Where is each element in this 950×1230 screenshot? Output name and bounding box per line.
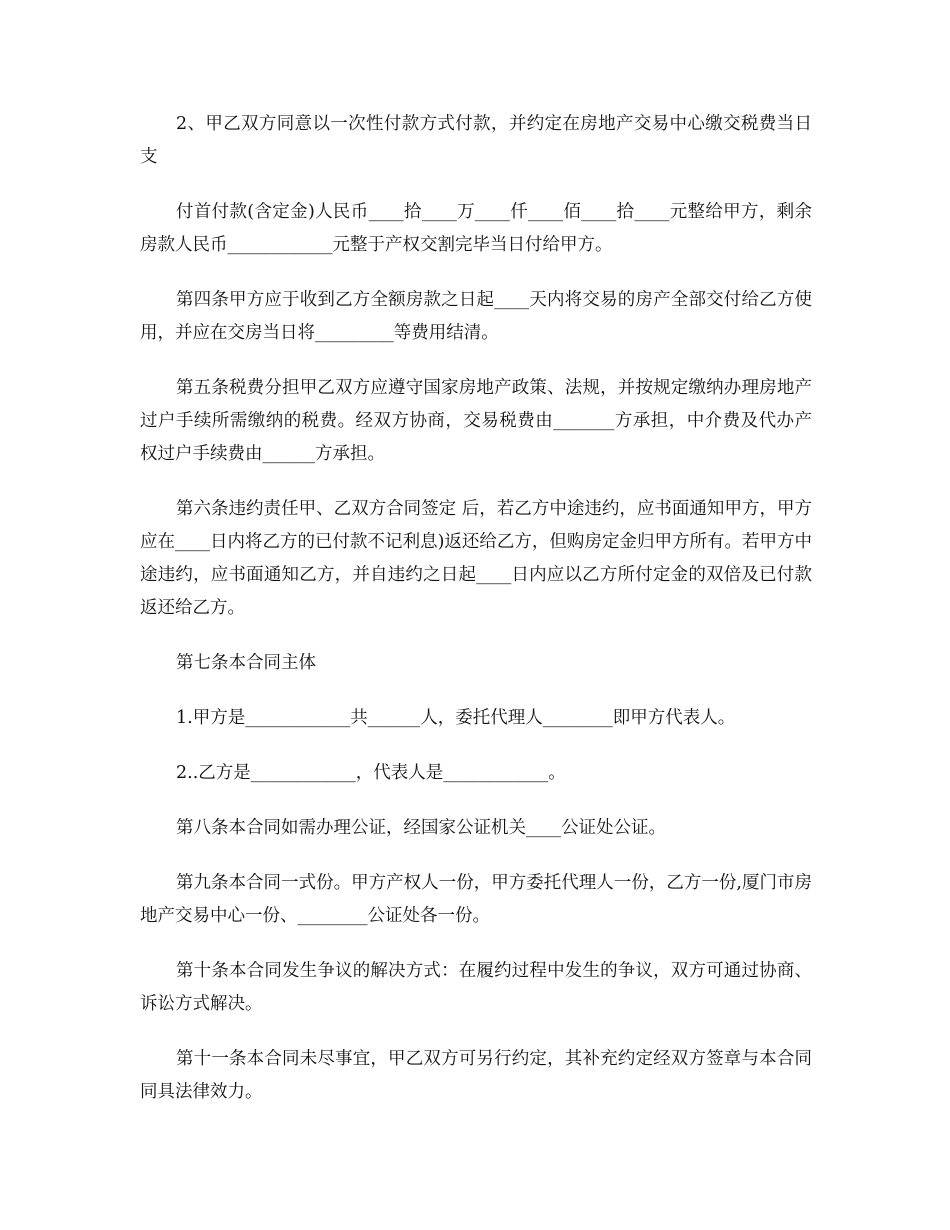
document-body bbox=[140, 108, 812, 1109]
paragraph-article-10: 第十条本合同发生争议的解决方式：在履约过程中发生的争议，双方可通过协商、诉讼方式解决。 bbox=[140, 961, 812, 1014]
paragraph-article-4: 第四条甲方应于收到乙方全额房款之日起____天内将交易的房产全部交付给乙方使用，并应在交房当日将_________等费用结清。 bbox=[140, 290, 812, 343]
paragraph-party-b: 2..乙方是____________，代表人是____________。 bbox=[176, 763, 566, 783]
paragraph-party-a: 1.甲方是____________共______人，委托代理人________即甲方代表人。 bbox=[176, 708, 736, 728]
paragraph-article-5: 第五条税费分担甲乙双方应遵守国家房地产政策、法规，并按规定缴纳办理房地产过户手续所需缴纳的税费。经双方协商，交易税费由_______方承担，中介费及代办产权过户手续费由______方承担。 bbox=[140, 378, 812, 464]
paragraph-article-8: 第八条本合同如需办理公证，经国家公证机关____公证处公证。 bbox=[176, 818, 666, 838]
paragraph-article-11: 第十一条本合同未尽事宜，甲乙双方可另行约定，其补充约定经双方签章与本合同同具法律效力。 bbox=[140, 1049, 812, 1102]
paragraph-payment-method: 2、甲乙双方同意以一次性付款方式付款，并约定在房地产交易中心缴交税费当日支 bbox=[140, 114, 812, 167]
paragraph-article-6: 第六条违约责任甲、乙双方合同签定 后，若乙方中途违约，应书面通知甲方，甲方应在____日内将乙方的已付款不记利息)返还给乙方，但购房定金归甲方所有。若甲方中途违约，应书面通知乙方，并自违约之日起____日内应以乙方所付定金的双倍及已付款返还给乙方。 bbox=[140, 499, 812, 618]
paragraph-article-7: 第七条本合同主体 bbox=[176, 653, 316, 673]
paragraph-article-9: 第九条本合同一式份。甲方产权人一份，甲方委托代理人一份，乙方一份,厦门市房地产交易中心一份、________公证处各一份。 bbox=[140, 873, 812, 926]
paragraph-down-payment: 付首付款(含定金)人民币____拾____万____仟____佰____拾____元整给甲方，剩余房款人民币____________元整于产权交割完毕当日付给甲方。 bbox=[140, 202, 812, 255]
